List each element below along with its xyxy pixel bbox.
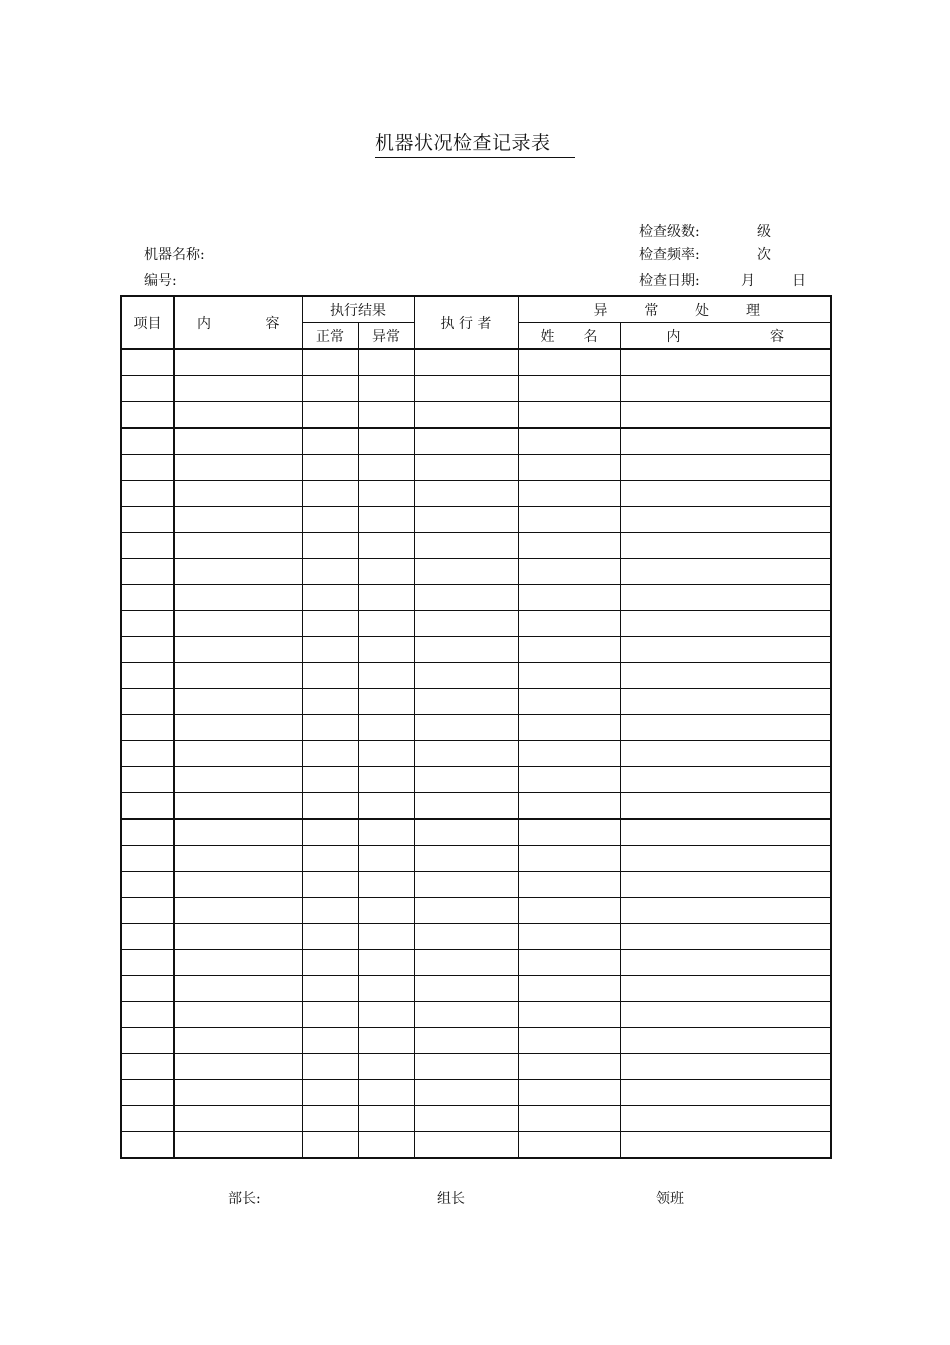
content-cell[interactable]: [174, 611, 302, 637]
content-cell[interactable]: [174, 585, 302, 611]
executor-cell[interactable]: [414, 349, 518, 376]
handling-content-cell[interactable]: [620, 1028, 831, 1054]
normal-cell[interactable]: [302, 950, 358, 976]
table-row: [121, 1080, 831, 1106]
check-level-unit: 级: [757, 224, 771, 240]
table-row: [121, 819, 831, 846]
executor-cell[interactable]: [414, 559, 518, 585]
handler-name-cell[interactable]: [518, 585, 620, 611]
abnormal-cell[interactable]: [358, 559, 414, 585]
item-cell[interactable]: [121, 1028, 174, 1054]
executor-cell[interactable]: [414, 872, 518, 898]
table-row: [121, 533, 831, 559]
abnormal-cell[interactable]: [358, 481, 414, 507]
handling-content-cell[interactable]: [620, 533, 831, 559]
normal-cell[interactable]: [302, 819, 358, 846]
table-row: [121, 715, 831, 741]
executor-cell[interactable]: [414, 585, 518, 611]
normal-cell[interactable]: [302, 533, 358, 559]
handling-content-cell[interactable]: [620, 402, 831, 429]
normal-cell[interactable]: [302, 349, 358, 376]
normal-cell[interactable]: [302, 1080, 358, 1106]
abnormal-cell[interactable]: [358, 663, 414, 689]
handler-name-cell[interactable]: [518, 559, 620, 585]
handling-content-cell[interactable]: [620, 585, 831, 611]
header-handling-content-char-2: 容: [770, 328, 784, 345]
handling-content-cell[interactable]: [620, 872, 831, 898]
item-cell[interactable]: [121, 637, 174, 663]
handler-name-cell[interactable]: [518, 455, 620, 481]
item-cell[interactable]: [121, 819, 174, 846]
header-content-char-1: 内: [197, 315, 211, 332]
handler-name-cell[interactable]: [518, 637, 620, 663]
item-cell[interactable]: [121, 741, 174, 767]
executor-cell[interactable]: [414, 376, 518, 402]
normal-cell[interactable]: [302, 976, 358, 1002]
item-cell[interactable]: [121, 846, 174, 872]
abnormal-cell[interactable]: [358, 1054, 414, 1080]
table-row: [121, 1132, 831, 1159]
table-row: [121, 428, 831, 455]
header-content: [174, 296, 302, 349]
handling-content-cell[interactable]: [620, 663, 831, 689]
table-row: [121, 689, 831, 715]
content-cell[interactable]: [174, 872, 302, 898]
content-cell[interactable]: [174, 481, 302, 507]
item-cell[interactable]: [121, 715, 174, 741]
item-cell[interactable]: [121, 559, 174, 585]
handling-content-cell[interactable]: [620, 767, 831, 793]
executor-cell[interactable]: [414, 402, 518, 429]
header-handling-char-3: 处: [695, 302, 710, 319]
executor-cell[interactable]: [414, 689, 518, 715]
handler-name-cell[interactable]: [518, 1054, 620, 1080]
normal-cell[interactable]: [302, 689, 358, 715]
form-title: 机器状况检查记录表: [375, 128, 575, 158]
normal-cell[interactable]: [302, 1132, 358, 1159]
executor-cell[interactable]: [414, 898, 518, 924]
abnormal-cell[interactable]: [358, 715, 414, 741]
handling-content-cell[interactable]: [620, 793, 831, 820]
abnormal-cell[interactable]: [358, 428, 414, 455]
header-item: 项目: [121, 296, 174, 349]
item-cell[interactable]: [121, 689, 174, 715]
table-row: [121, 950, 831, 976]
abnormal-cell[interactable]: [358, 1132, 414, 1159]
table-row: [121, 663, 831, 689]
table-row: [121, 481, 831, 507]
normal-cell[interactable]: [302, 793, 358, 820]
header-handling-char-4: 理: [745, 302, 760, 319]
header-content-char-2: 容: [265, 315, 280, 332]
inspection-table: [120, 295, 832, 1159]
content-cell[interactable]: [174, 402, 302, 429]
executor-cell[interactable]: [414, 1132, 518, 1159]
day-label: 日: [792, 273, 806, 289]
handler-name-cell[interactable]: [518, 872, 620, 898]
item-cell[interactable]: [121, 793, 174, 820]
content-cell[interactable]: [174, 637, 302, 663]
content-cell[interactable]: [174, 689, 302, 715]
executor-cell[interactable]: [414, 611, 518, 637]
normal-cell[interactable]: [302, 637, 358, 663]
handling-content-cell[interactable]: [620, 924, 831, 950]
abnormal-cell[interactable]: [358, 767, 414, 793]
table-row: [121, 846, 831, 872]
item-cell[interactable]: [121, 481, 174, 507]
abnormal-cell[interactable]: [358, 1106, 414, 1132]
normal-cell[interactable]: [302, 1002, 358, 1028]
content-cell[interactable]: [174, 1028, 302, 1054]
item-cell[interactable]: [121, 1054, 174, 1080]
header-name: [518, 323, 620, 350]
handler-name-cell[interactable]: [518, 1106, 620, 1132]
abnormal-cell[interactable]: [358, 924, 414, 950]
table-row: [121, 585, 831, 611]
table-row: [121, 1002, 831, 1028]
handler-name-cell[interactable]: [518, 976, 620, 1002]
handler-name-cell[interactable]: [518, 1132, 620, 1159]
handling-content-cell[interactable]: [620, 1002, 831, 1028]
content-cell[interactable]: [174, 976, 302, 1002]
content-cell[interactable]: [174, 819, 302, 846]
item-cell[interactable]: [121, 1080, 174, 1106]
content-cell[interactable]: [174, 1132, 302, 1159]
handling-content-cell[interactable]: [620, 846, 831, 872]
table-row: [121, 976, 831, 1002]
normal-cell[interactable]: [302, 872, 358, 898]
table-row: [121, 637, 831, 663]
content-cell[interactable]: [174, 898, 302, 924]
content-cell[interactable]: [174, 559, 302, 585]
handler-name-cell[interactable]: [518, 349, 620, 376]
check-level-label: 检查级数:: [639, 224, 700, 240]
handler-name-cell[interactable]: [518, 1080, 620, 1106]
executor-cell[interactable]: [414, 767, 518, 793]
item-cell[interactable]: [121, 898, 174, 924]
executor-cell[interactable]: [414, 950, 518, 976]
header-handling-content-char-1: 内: [666, 328, 681, 345]
abnormal-cell[interactable]: [358, 846, 414, 872]
normal-cell[interactable]: [302, 455, 358, 481]
executor-cell[interactable]: [414, 793, 518, 820]
table-row: [121, 376, 831, 402]
item-cell[interactable]: [121, 872, 174, 898]
header-handling-char-2: 常: [644, 302, 659, 319]
table-row: [121, 767, 831, 793]
table-row: [121, 872, 831, 898]
header-normal: 正常: [302, 323, 358, 350]
handler-name-cell[interactable]: [518, 481, 620, 507]
abnormal-cell[interactable]: [358, 689, 414, 715]
item-cell[interactable]: [121, 663, 174, 689]
table-body: [121, 349, 831, 1158]
table-row: [121, 402, 831, 429]
abnormal-cell[interactable]: [358, 585, 414, 611]
handler-name-cell[interactable]: [518, 767, 620, 793]
content-cell[interactable]: [174, 793, 302, 820]
table-row: [121, 1054, 831, 1080]
table-row: [121, 349, 831, 376]
item-cell[interactable]: [121, 428, 174, 455]
normal-cell[interactable]: [302, 1106, 358, 1132]
month-label: 月: [741, 273, 755, 289]
abnormal-cell[interactable]: [358, 898, 414, 924]
executor-cell[interactable]: [414, 481, 518, 507]
abnormal-cell[interactable]: [358, 507, 414, 533]
executor-cell[interactable]: [414, 663, 518, 689]
normal-cell[interactable]: [302, 402, 358, 429]
handler-name-cell[interactable]: [518, 507, 620, 533]
content-cell[interactable]: [174, 1080, 302, 1106]
abnormal-cell[interactable]: [358, 793, 414, 820]
header-handling-char-1: 异: [593, 302, 608, 319]
abnormal-cell[interactable]: [358, 741, 414, 767]
normal-cell[interactable]: [302, 741, 358, 767]
executor-cell[interactable]: [414, 1080, 518, 1106]
header-name-char-2: 名: [583, 328, 598, 345]
handler-name-cell[interactable]: [518, 663, 620, 689]
handler-name-cell[interactable]: [518, 1002, 620, 1028]
team-leader-label: 组长: [437, 1191, 465, 1207]
normal-cell[interactable]: [302, 767, 358, 793]
handling-content-cell[interactable]: [620, 428, 831, 455]
handling-content-cell[interactable]: [620, 1080, 831, 1106]
content-cell[interactable]: [174, 376, 302, 402]
abnormal-cell[interactable]: [358, 349, 414, 376]
executor-cell[interactable]: [414, 455, 518, 481]
item-cell[interactable]: [121, 1132, 174, 1159]
normal-cell[interactable]: [302, 1054, 358, 1080]
handling-content-cell[interactable]: [620, 976, 831, 1002]
handler-name-cell[interactable]: [518, 1028, 620, 1054]
item-cell[interactable]: [121, 455, 174, 481]
handling-content-cell[interactable]: [620, 898, 831, 924]
table-row: [121, 1028, 831, 1054]
executor-cell[interactable]: [414, 1106, 518, 1132]
handling-content-cell[interactable]: [620, 1106, 831, 1132]
item-cell[interactable]: [121, 402, 174, 429]
normal-cell[interactable]: [302, 559, 358, 585]
abnormal-cell[interactable]: [358, 1002, 414, 1028]
executor-cell[interactable]: [414, 741, 518, 767]
content-cell[interactable]: [174, 349, 302, 376]
handler-name-cell[interactable]: [518, 924, 620, 950]
handler-name-cell[interactable]: [518, 898, 620, 924]
handler-name-cell[interactable]: [518, 689, 620, 715]
item-cell[interactable]: [121, 611, 174, 637]
item-cell[interactable]: [121, 950, 174, 976]
handling-content-cell[interactable]: [620, 455, 831, 481]
handling-content-cell[interactable]: [620, 559, 831, 585]
executor-cell[interactable]: [414, 1028, 518, 1054]
executor-cell[interactable]: [414, 846, 518, 872]
handler-name-cell[interactable]: [518, 428, 620, 455]
handling-content-cell[interactable]: [620, 611, 831, 637]
item-cell[interactable]: [121, 767, 174, 793]
header-name-char-1: 姓: [540, 328, 555, 345]
abnormal-cell[interactable]: [358, 376, 414, 402]
executor-cell[interactable]: [414, 924, 518, 950]
normal-cell[interactable]: [302, 715, 358, 741]
department-head-label: 部长:: [228, 1191, 261, 1207]
content-cell[interactable]: [174, 1054, 302, 1080]
header-abnormal: 异常: [358, 323, 414, 350]
handling-content-cell[interactable]: [620, 481, 831, 507]
content-cell[interactable]: [174, 428, 302, 455]
executor-cell[interactable]: [414, 637, 518, 663]
abnormal-cell[interactable]: [358, 950, 414, 976]
table-row: [121, 1106, 831, 1132]
item-cell[interactable]: [121, 349, 174, 376]
handler-name-cell[interactable]: [518, 533, 620, 559]
handling-content-cell[interactable]: [620, 1054, 831, 1080]
normal-cell[interactable]: [302, 663, 358, 689]
handling-content-cell[interactable]: [620, 819, 831, 846]
abnormal-cell[interactable]: [358, 611, 414, 637]
handler-name-cell[interactable]: [518, 793, 620, 820]
abnormal-cell[interactable]: [358, 1080, 414, 1106]
handling-content-cell[interactable]: [620, 715, 831, 741]
content-cell[interactable]: [174, 507, 302, 533]
table-row: [121, 455, 831, 481]
handling-content-cell[interactable]: [620, 689, 831, 715]
handler-name-cell[interactable]: [518, 715, 620, 741]
table-row: [121, 898, 831, 924]
abnormal-cell[interactable]: [358, 872, 414, 898]
table-row: [121, 793, 831, 820]
handler-name-cell[interactable]: [518, 741, 620, 767]
handler-name-cell[interactable]: [518, 819, 620, 846]
check-date-label: 检查日期:: [639, 273, 700, 289]
item-cell[interactable]: [121, 585, 174, 611]
normal-cell[interactable]: [302, 428, 358, 455]
abnormal-cell[interactable]: [358, 1028, 414, 1054]
handling-content-cell[interactable]: [620, 950, 831, 976]
handler-name-cell[interactable]: [518, 846, 620, 872]
normal-cell[interactable]: [302, 585, 358, 611]
content-cell[interactable]: [174, 533, 302, 559]
abnormal-cell[interactable]: [358, 976, 414, 1002]
handling-content-cell[interactable]: [620, 376, 831, 402]
abnormal-cell[interactable]: [358, 819, 414, 846]
content-cell[interactable]: [174, 846, 302, 872]
content-cell[interactable]: [174, 715, 302, 741]
handling-content-cell[interactable]: [620, 1132, 831, 1159]
header-executor: 执 行 者: [414, 296, 518, 349]
table-row: [121, 741, 831, 767]
executor-cell[interactable]: [414, 1002, 518, 1028]
item-cell[interactable]: [121, 924, 174, 950]
normal-cell[interactable]: [302, 507, 358, 533]
table-row: [121, 611, 831, 637]
item-cell[interactable]: [121, 376, 174, 402]
shift-leader-label: 领班: [656, 1191, 684, 1207]
header-result: 执行结果: [302, 296, 414, 323]
handler-name-cell[interactable]: [518, 402, 620, 429]
executor-cell[interactable]: [414, 1054, 518, 1080]
machine-name-label: 机器名称:: [144, 247, 205, 263]
abnormal-cell[interactable]: [358, 455, 414, 481]
abnormal-cell[interactable]: [358, 402, 414, 429]
normal-cell[interactable]: [302, 376, 358, 402]
executor-cell[interactable]: [414, 715, 518, 741]
normal-cell[interactable]: [302, 481, 358, 507]
check-frequency-label: 检查频率:: [639, 247, 700, 263]
handling-content-cell[interactable]: [620, 741, 831, 767]
abnormal-cell[interactable]: [358, 533, 414, 559]
handler-name-cell[interactable]: [518, 376, 620, 402]
header-abnormal-handling: [518, 296, 831, 323]
executor-cell[interactable]: [414, 976, 518, 1002]
normal-cell[interactable]: [302, 924, 358, 950]
content-cell[interactable]: [174, 455, 302, 481]
content-cell[interactable]: [174, 741, 302, 767]
content-cell[interactable]: [174, 1002, 302, 1028]
normal-cell[interactable]: [302, 1028, 358, 1054]
item-cell[interactable]: [121, 1002, 174, 1028]
executor-cell[interactable]: [414, 507, 518, 533]
item-cell[interactable]: [121, 533, 174, 559]
abnormal-cell[interactable]: [358, 637, 414, 663]
normal-cell[interactable]: [302, 611, 358, 637]
table-row: [121, 507, 831, 533]
table-row: [121, 559, 831, 585]
content-cell[interactable]: [174, 767, 302, 793]
content-cell[interactable]: [174, 1106, 302, 1132]
handling-content-cell[interactable]: [620, 349, 831, 376]
header-handling-content: [620, 323, 831, 350]
executor-cell[interactable]: [414, 533, 518, 559]
item-cell[interactable]: [121, 507, 174, 533]
content-cell[interactable]: [174, 663, 302, 689]
number-label: 编号:: [144, 273, 177, 289]
table-row: [121, 924, 831, 950]
handling-content-cell[interactable]: [620, 507, 831, 533]
handling-content-cell[interactable]: [620, 637, 831, 663]
content-cell[interactable]: [174, 924, 302, 950]
item-cell[interactable]: [121, 976, 174, 1002]
item-cell[interactable]: [121, 1106, 174, 1132]
executor-cell[interactable]: [414, 819, 518, 846]
check-frequency-unit: 次: [757, 247, 771, 263]
normal-cell[interactable]: [302, 898, 358, 924]
executor-cell[interactable]: [414, 428, 518, 455]
normal-cell[interactable]: [302, 846, 358, 872]
handler-name-cell[interactable]: [518, 950, 620, 976]
content-cell[interactable]: [174, 950, 302, 976]
handler-name-cell[interactable]: [518, 611, 620, 637]
